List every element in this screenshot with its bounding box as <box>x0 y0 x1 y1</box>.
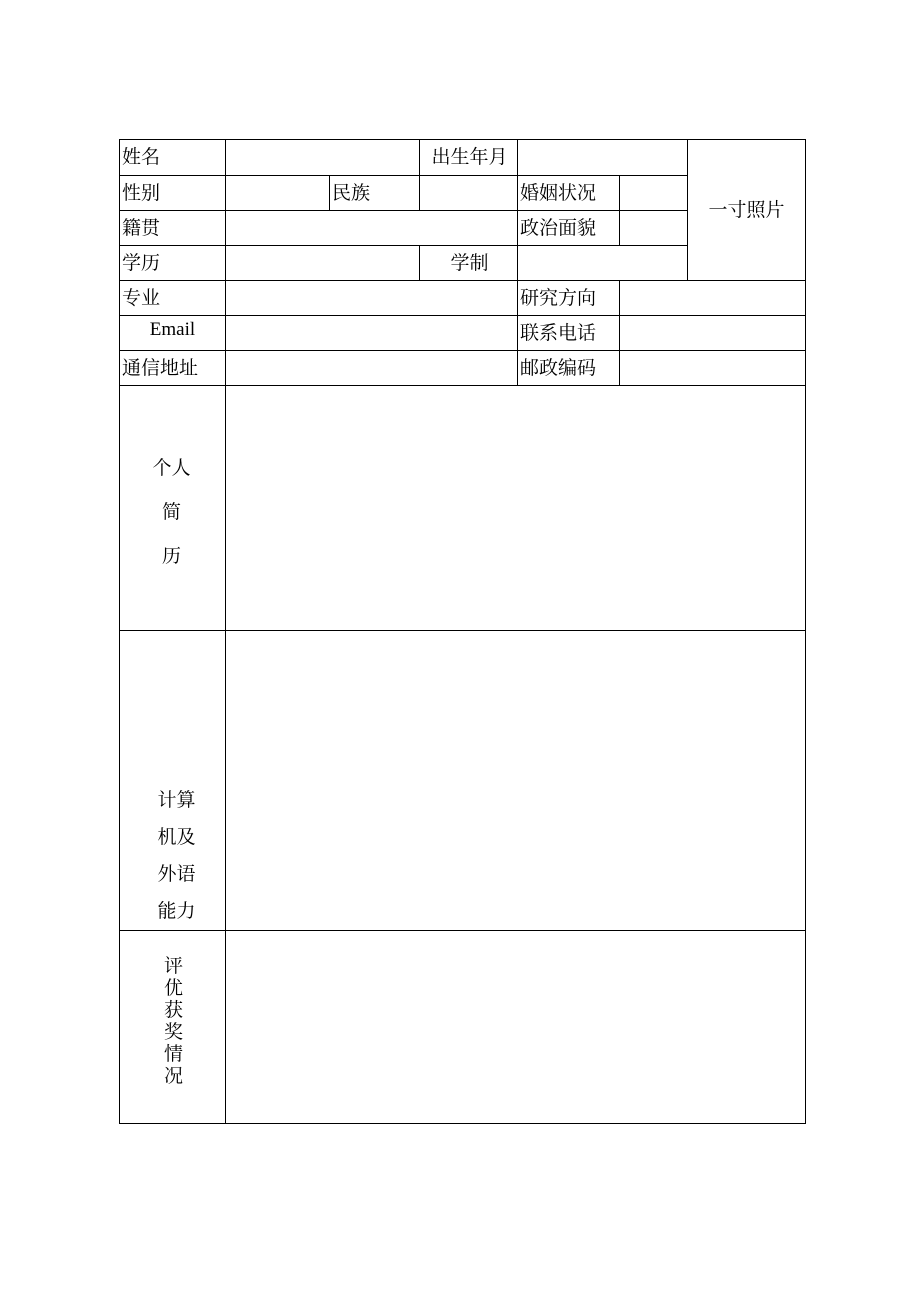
marital-status-field[interactable] <box>620 176 688 211</box>
skills-label <box>120 631 226 931</box>
email-field[interactable] <box>226 316 518 351</box>
application-form-table <box>119 139 806 1124</box>
resume-label-line: 个人 <box>152 457 191 479</box>
awards-label-line: 评 <box>163 955 183 977</box>
gender-field[interactable] <box>226 176 330 211</box>
native-place-label: 籍贯 <box>120 211 226 246</box>
phone-label: 联系电话 <box>518 316 620 351</box>
photo-placeholder[interactable]: 一寸照片 <box>688 140 806 281</box>
study-duration-label: 学制 <box>420 246 518 281</box>
skills-label-line: 计算 <box>157 789 196 811</box>
education-field[interactable] <box>226 246 420 281</box>
awards-label-line: 况 <box>163 1065 183 1087</box>
postal-code-label: 邮政编码 <box>518 351 620 386</box>
political-status-label: 政治面貌 <box>518 211 620 246</box>
ethnicity-label: 民族 <box>330 176 420 211</box>
name-field[interactable] <box>226 140 420 176</box>
postal-code-field[interactable] <box>620 351 806 386</box>
resume-label-line: 简 <box>161 501 181 523</box>
major-field[interactable] <box>226 281 518 316</box>
study-duration-field[interactable] <box>518 246 688 281</box>
major-label: 专业 <box>120 281 226 316</box>
research-direction-label: 研究方向 <box>518 281 620 316</box>
awards-label <box>120 931 226 1124</box>
mailing-address-label: 通信地址 <box>120 351 226 386</box>
awards-field[interactable] <box>226 931 806 1124</box>
email-label: Email <box>120 316 226 351</box>
phone-field[interactable] <box>620 316 806 351</box>
gender-label: 性别 <box>120 176 226 211</box>
awards-label-line: 优 <box>163 977 183 999</box>
awards-label-line: 奖 <box>163 1021 183 1043</box>
name-label: 姓名 <box>120 140 226 176</box>
skills-label-line: 机及 <box>157 826 196 848</box>
skills-field[interactable] <box>226 631 806 931</box>
awards-label-line: 获 <box>163 999 183 1021</box>
resume-field[interactable] <box>226 386 806 631</box>
research-direction-field[interactable] <box>620 281 806 316</box>
mailing-address-field[interactable] <box>226 351 518 386</box>
education-label: 学历 <box>120 246 226 281</box>
birth-date-field[interactable] <box>518 140 688 176</box>
ethnicity-field[interactable] <box>420 176 518 211</box>
resume-label <box>120 386 226 631</box>
birth-date-label: 出生年月 <box>420 140 518 176</box>
skills-label-line: 能力 <box>157 900 196 922</box>
skills-label-line: 外语 <box>157 863 196 885</box>
awards-label-line: 情 <box>163 1043 183 1065</box>
marital-status-label: 婚姻状况 <box>518 176 620 211</box>
political-status-field[interactable] <box>620 211 688 246</box>
native-place-field[interactable] <box>226 211 518 246</box>
resume-label-line: 历 <box>161 545 181 567</box>
